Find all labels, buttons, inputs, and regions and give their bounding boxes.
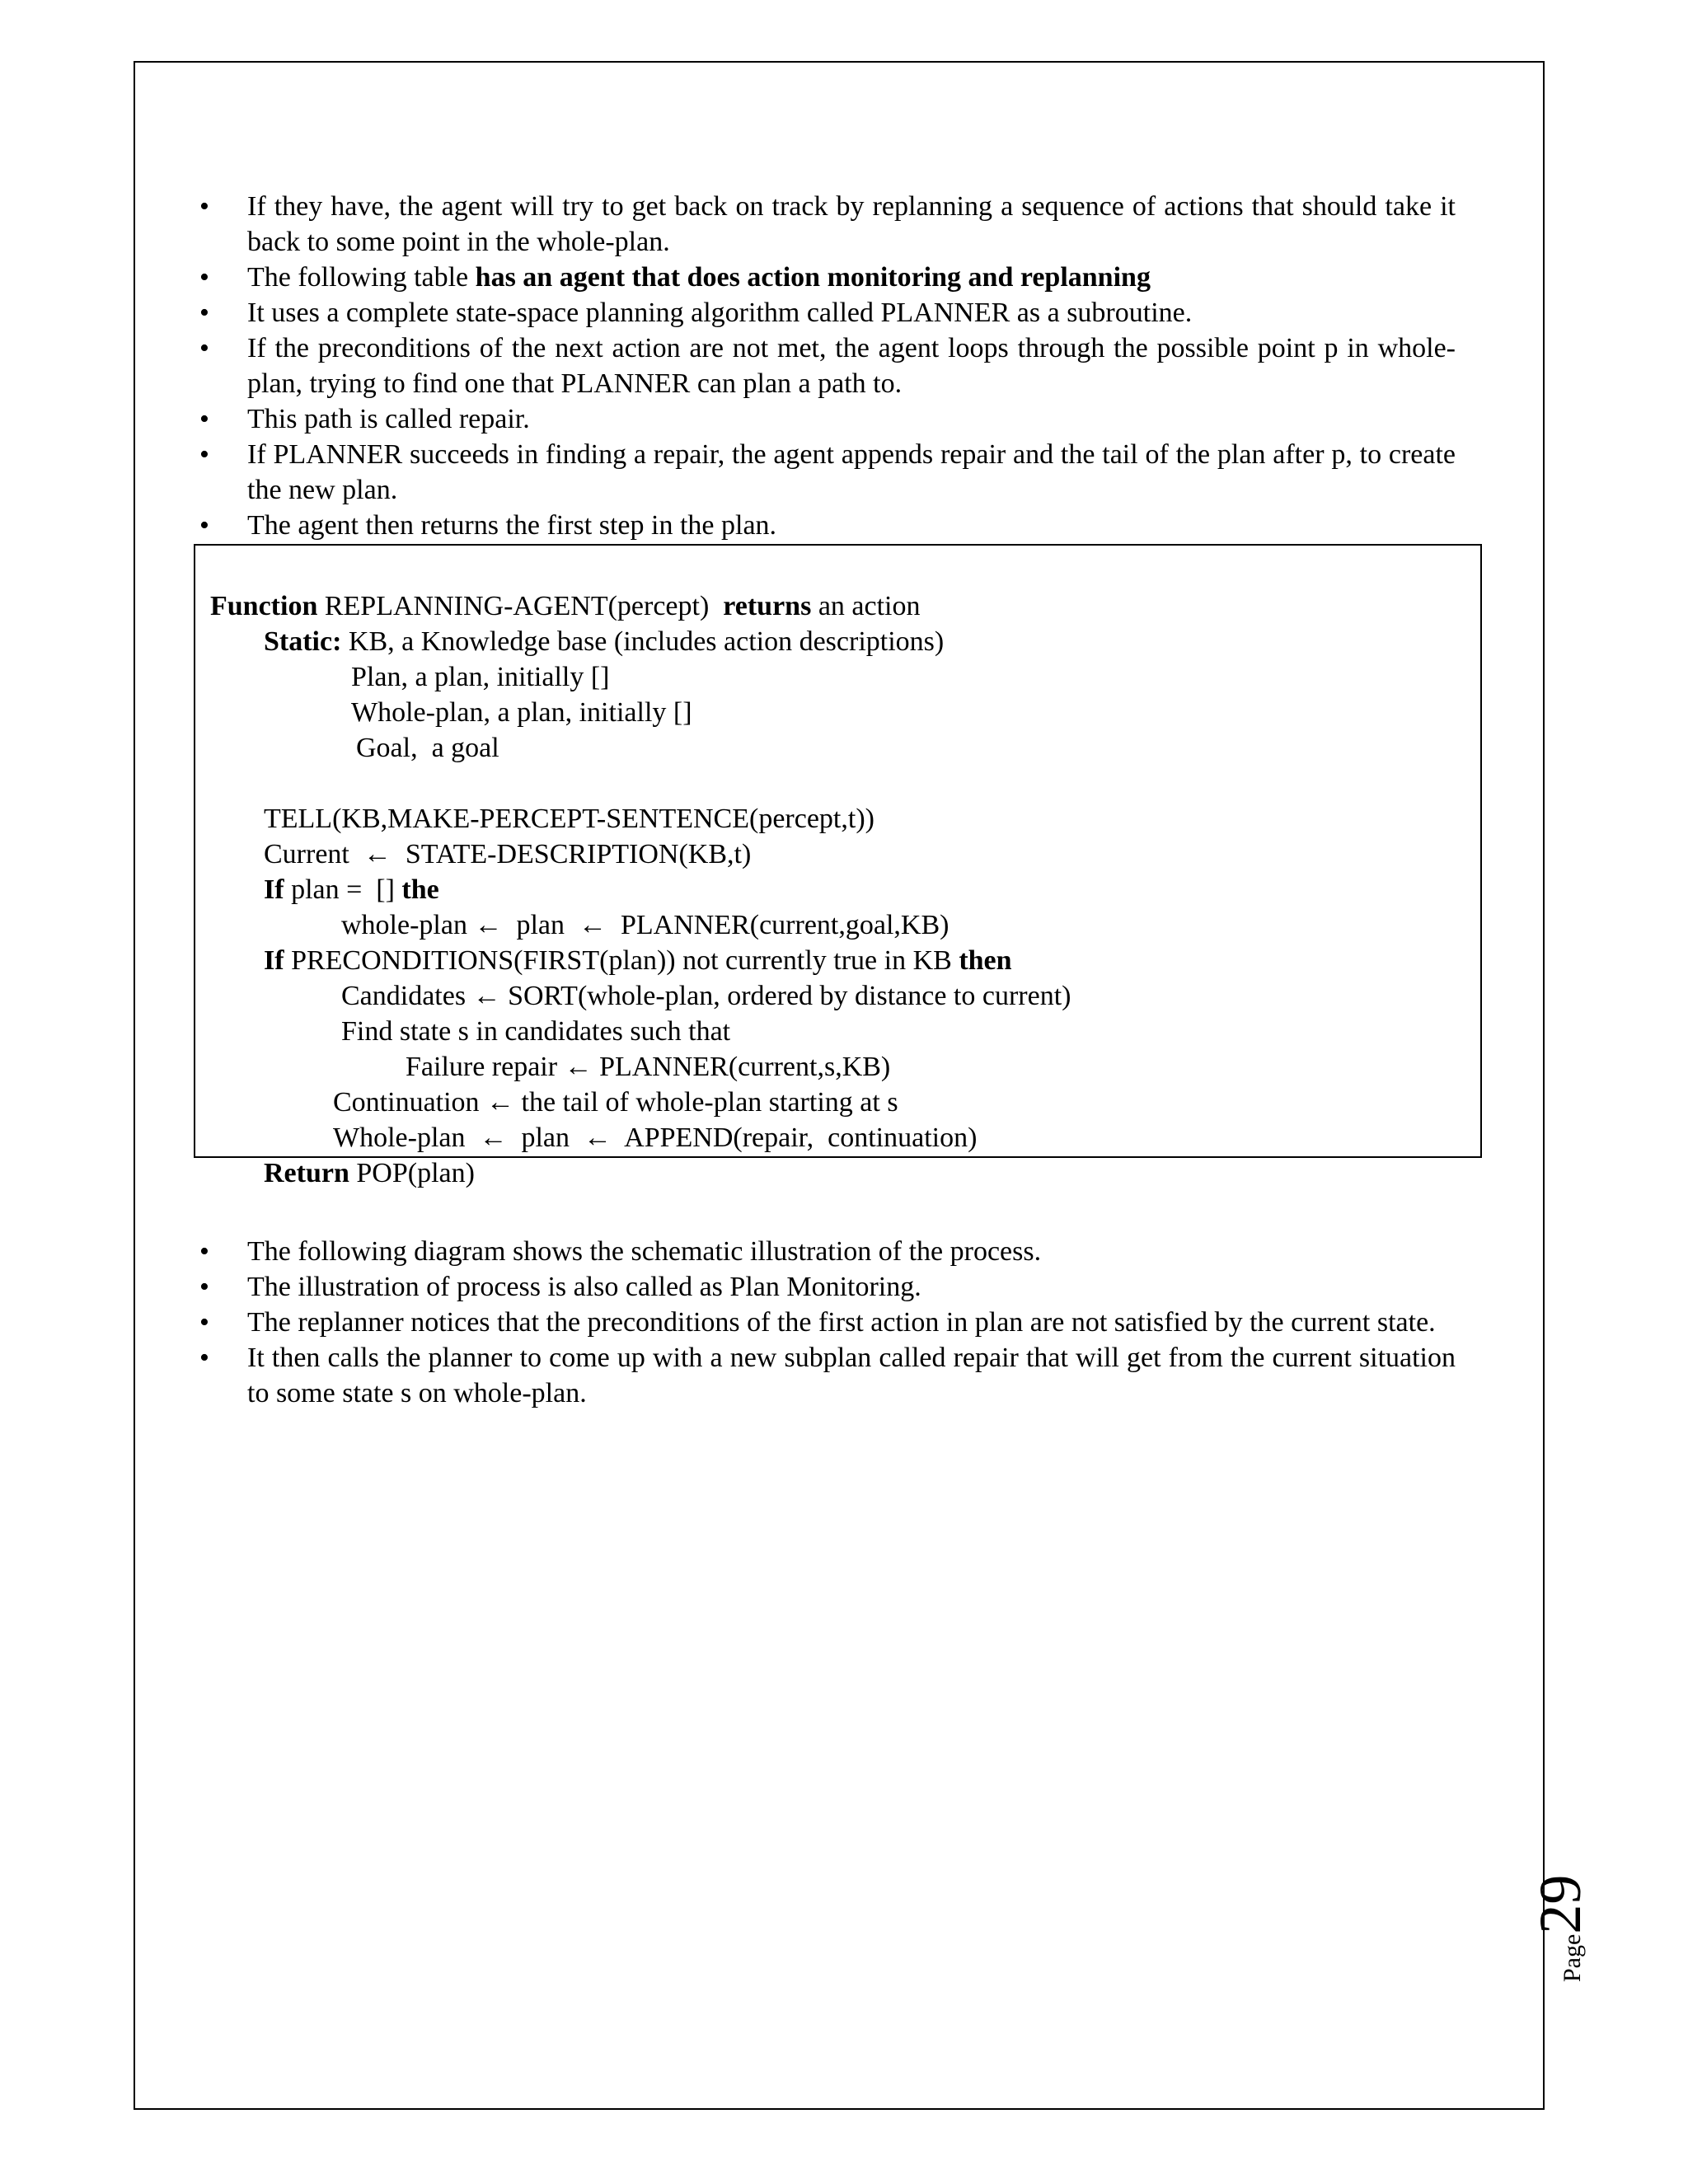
if-keyword: If xyxy=(264,945,284,976)
tell-line: TELL(KB,MAKE-PERCEPT-SENTENCE(percept,t)) xyxy=(264,804,874,834)
whole-plan-assign-line: whole-plan ← plan ← PLANNER(current,goal,KB) xyxy=(341,910,950,940)
bullet-item: • It uses a complete state-space planning algorithm called PLANNER as a subroutine. xyxy=(247,295,1456,330)
function-keyword: Function xyxy=(210,591,318,621)
bullet-item: • The agent then returns the first step in the plan. xyxy=(247,508,1456,543)
then-keyword: then xyxy=(959,945,1012,976)
bullet-item: • This path is called repair. xyxy=(247,401,1456,437)
if-preconditions-line xyxy=(264,943,1012,978)
page-label: Page xyxy=(1559,1933,1586,1982)
function-signature: REPLANNING-AGENT(percept) xyxy=(317,591,724,621)
bullet-item: • If the preconditions of the next action are not met, the agent loops through the possible point p in whole-plan, trying to find one that PLANNER can plan a path to. xyxy=(247,330,1456,401)
append-line: Whole-plan ← plan ← APPEND(repair, continuation) xyxy=(333,1122,978,1153)
bullet-text: The following table xyxy=(247,262,476,293)
candidates-line: Candidates ← SORT(whole-plan, ordered by distance to current) xyxy=(341,981,1071,1011)
find-state-line: Find state s in candidates such that xyxy=(341,1016,731,1047)
current-line: Current ← STATE-DESCRIPTION(KB,t) xyxy=(264,839,752,869)
page-number-value: 29 xyxy=(1527,1874,1593,1934)
if-plan-empty-line xyxy=(264,872,439,907)
bullet-item: • If PLANNER succeeds in finding a repair, the agent appends repair and the tail of the plan after p, to create the new plan. xyxy=(247,437,1456,508)
if-condition: plan = [] xyxy=(284,874,402,905)
then-keyword: the xyxy=(401,874,439,905)
return-expression: POP(plan) xyxy=(349,1158,475,1188)
static-line xyxy=(264,624,944,659)
bullet-bold-text: has an agent that does action monitoring and replanning xyxy=(475,262,1151,293)
returns-keyword: returns xyxy=(723,591,812,621)
bullet-list-bottom xyxy=(247,1234,1456,1411)
plan-declaration: Plan, a plan, initially [] xyxy=(351,662,610,692)
bullet-item: • It then calls the planner to come up with a new subplan called repair that will get from the current situation to some state s on whole-plan. xyxy=(247,1340,1456,1411)
if-condition: PRECONDITIONS(FIRST(plan)) not currently true in KB xyxy=(284,945,959,976)
static-keyword: Static: xyxy=(264,626,342,657)
return-type: an action xyxy=(811,591,921,621)
failure-repair-line: Failure repair ← PLANNER(current,s,KB) xyxy=(406,1052,891,1082)
bullet-item: • The following diagram shows the schematic illustration of the process. xyxy=(247,1234,1456,1269)
return-keyword: Return xyxy=(264,1158,349,1188)
bullet-item xyxy=(247,260,1456,295)
whole-plan-declaration: Whole-plan, a plan, initially [] xyxy=(351,697,692,728)
goal-declaration: Goal, a goal xyxy=(356,733,499,763)
static-kb-decl: KB, a Knowledge base (includes action descriptions) xyxy=(341,626,945,657)
bullet-list-top xyxy=(247,189,1456,543)
page-number xyxy=(1484,1858,1593,1990)
bullet-item: • The illustration of process is also called as Plan Monitoring. xyxy=(247,1269,1456,1305)
continuation-line: Continuation ← the tail of whole-plan starting at s xyxy=(333,1087,898,1118)
bullet-item: • If they have, the agent will try to get back on track by replanning a sequence of actions that should take it back to some point in the whole-plan. xyxy=(247,189,1456,260)
return-line xyxy=(264,1155,475,1191)
bullet-item: • The replanner notices that the preconditions of the first action in plan are not satisfied by the current state. xyxy=(247,1305,1456,1340)
if-keyword: If xyxy=(264,874,284,905)
algorithm-header xyxy=(210,588,920,624)
